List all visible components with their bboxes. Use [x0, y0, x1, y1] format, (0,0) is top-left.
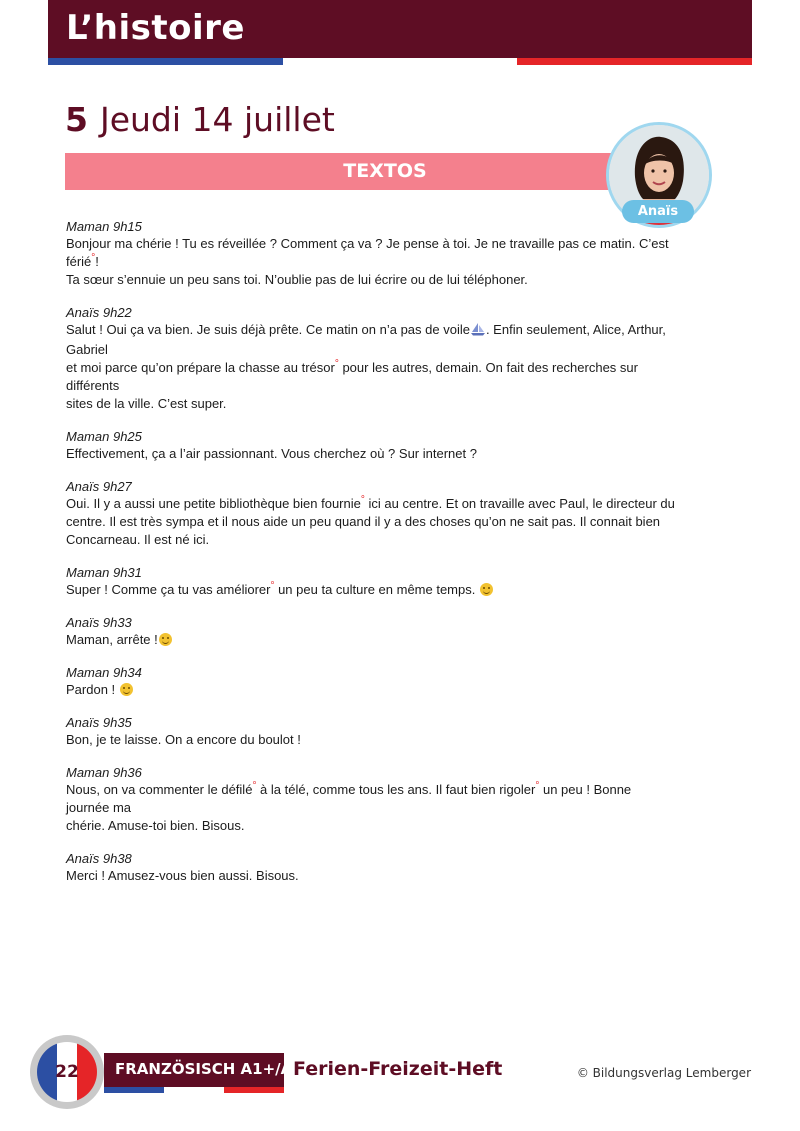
vocabulary-marker: ° [360, 494, 365, 506]
vocabulary-marker: ° [91, 252, 96, 264]
message-text [66, 631, 676, 649]
character-name-badge: Anaïs [622, 200, 694, 223]
message-sender: Maman 9h15 [66, 219, 142, 234]
message-item [66, 664, 676, 699]
message-item [66, 614, 676, 649]
emoji-icon [120, 683, 133, 696]
message-text-segment: et moi parce qu’on prépare la chasse au trésor [66, 360, 335, 375]
message-text-segment: Ta sœur s’ennuie un peu sans toi. N’oublie pas de lui écrire ou de lui téléphoner. [66, 272, 528, 287]
message-text-segment: chérie. Amuse-toi bien. Bisous. [66, 818, 245, 833]
message-sender: Anaïs 9h38 [66, 851, 132, 866]
message-text [66, 867, 676, 885]
section-bar [65, 153, 645, 190]
vocabulary-marker: ° [334, 358, 339, 370]
message-text [66, 445, 676, 463]
sailboat-icon [470, 322, 486, 341]
emoji-icon [480, 583, 493, 596]
message-text-segment: Nous, on va commenter le défilé [66, 782, 253, 797]
message-text [66, 731, 676, 749]
message-text-segment: Concarneau. Il est né ici. [66, 532, 210, 547]
message-text-segment: Super ! Comme ça tu vas améliorer [66, 582, 271, 597]
footer-level: FRANZÖSISCH A1+/A2 [115, 1060, 303, 1078]
section-title: TEXTOS [343, 160, 427, 182]
message-item [66, 764, 676, 835]
message-sender: Maman 9h36 [66, 765, 142, 780]
message-text-segment: Merci ! Amusez-vous bien aussi. Bisous. [66, 868, 299, 883]
vocabulary-marker: ° [270, 580, 275, 592]
chapter-title: Jeudi 14 juillet [99, 100, 335, 139]
message-text-segment: à la télé, comme tous les ans. Il faut bien rigoler [256, 782, 536, 797]
footer-stripe-red [224, 1087, 284, 1093]
header-band [48, 0, 752, 58]
message-sender: Anaïs 9h33 [66, 615, 132, 630]
message-sender: Maman 9h25 [66, 429, 142, 444]
message-list [66, 218, 676, 900]
message-text-segment: Bon, je te laisse. On a encore du boulot ! [66, 732, 301, 747]
message-text-segment: Maman, arrête ! [66, 632, 158, 647]
message-item [66, 478, 676, 549]
message-text [66, 321, 676, 413]
message-item [66, 428, 676, 463]
message-text-segment: sites de la ville. C’est super. [66, 396, 227, 411]
message-item [66, 714, 676, 749]
footer-copyright: © Bildungsverlag Lemberger [576, 1066, 751, 1080]
message-text-segment: un peu ta culture en même temps. [274, 582, 479, 597]
emoji-icon [159, 633, 172, 646]
chapter-number: 5 [65, 100, 88, 139]
vocabulary-marker: ° [252, 780, 257, 792]
vocabulary-marker: ° [535, 780, 540, 792]
message-text [66, 581, 676, 599]
message-sender: Maman 9h34 [66, 665, 142, 680]
header-stripe-blue [48, 58, 283, 65]
page-number: 22 [55, 1062, 79, 1082]
footer-title: Ferien-Freizeit-Heft [293, 1058, 503, 1080]
message-item [66, 564, 676, 599]
page-header-title: L’histoire [66, 8, 245, 48]
message-item [66, 218, 676, 289]
message-text-segment: Bonjour ma chérie ! Tu es réveillée ? Comment ça va ? Je pense à toi. Je ne travaille pas ce matin. C’est férié [66, 236, 669, 269]
message-sender: Anaïs 9h35 [66, 715, 132, 730]
message-text-segment: centre. Il est très sympa et il nous aide un peu quand il y a des choses qu’on ne sait pas. Il connait bien [66, 514, 661, 529]
footer-stripe-blue [104, 1087, 164, 1093]
message-text-segment: pour les autres, demain. On fait des recherches sur différents [66, 360, 638, 393]
message-text-segment: Pardon ! [66, 682, 119, 697]
message-sender: Anaïs 9h27 [66, 479, 132, 494]
header-stripe-red [517, 58, 752, 65]
message-text-segment: Effectivement, ça a l’air passionnant. Vous cherchez où ? Sur internet ? [66, 446, 477, 461]
message-text-segment: un peu ! Bonne journée ma [66, 782, 632, 815]
message-text-segment: ! [95, 254, 99, 269]
message-text [66, 781, 676, 835]
message-text-segment: Salut ! Oui ça va bien. Je suis déjà prête. Ce matin on n’a pas de voile [66, 322, 470, 337]
message-text-segment: . Enfin seulement, Alice, Arthur, Gabriel [66, 322, 666, 357]
chapter-heading [65, 100, 335, 139]
message-item [66, 850, 676, 885]
message-item [66, 304, 676, 413]
message-sender: Anaïs 9h22 [66, 305, 132, 320]
message-text-segment: Oui. Il y a aussi une petite bibliothèque bien fournie [66, 496, 361, 511]
message-text [66, 235, 676, 289]
message-text [66, 495, 676, 549]
message-text-segment: ici au centre. Et on travaille avec Paul, le directeur du [364, 496, 675, 511]
message-sender: Maman 9h31 [66, 565, 142, 580]
message-text [66, 681, 676, 699]
